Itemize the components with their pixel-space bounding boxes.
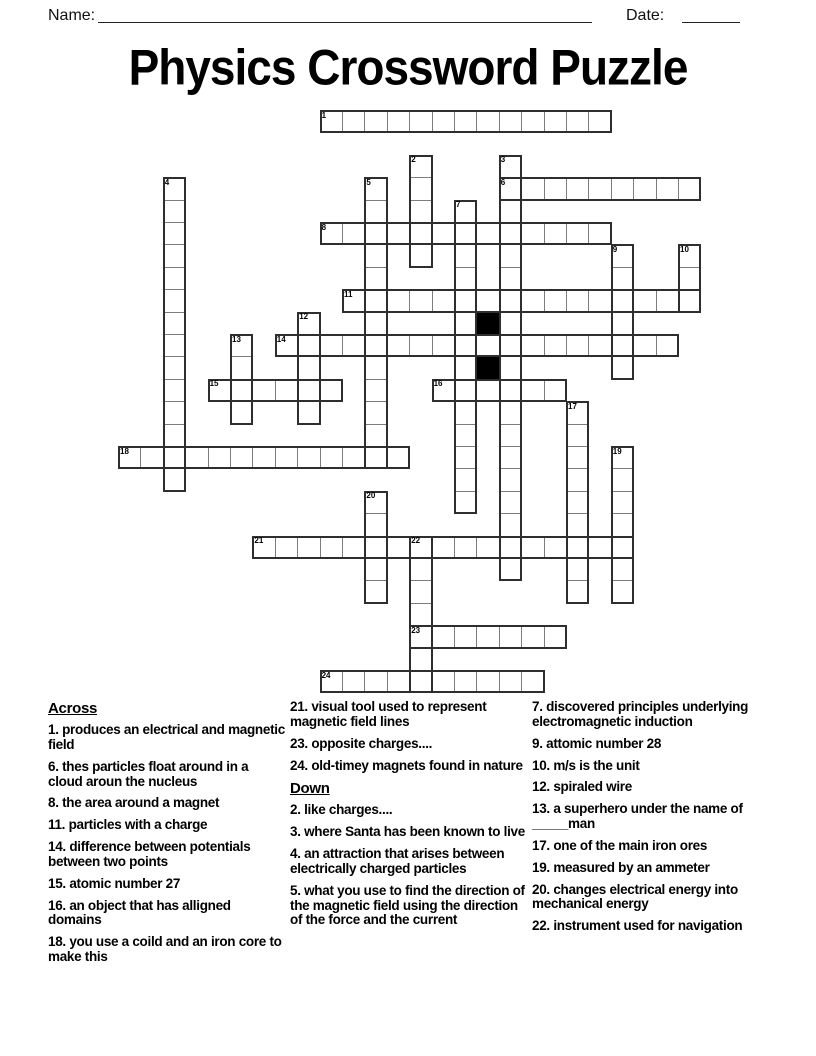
- grid-cell[interactable]: [476, 222, 499, 245]
- grid-cell[interactable]: [163, 334, 186, 357]
- grid-cell[interactable]: [364, 110, 387, 133]
- grid-cell[interactable]: [342, 289, 365, 312]
- grid-cell[interactable]: [409, 558, 432, 581]
- grid-cell[interactable]: [364, 379, 387, 402]
- grid-cell[interactable]: [297, 312, 320, 335]
- grid-cell[interactable]: [163, 401, 186, 424]
- grid-cell[interactable]: [409, 244, 432, 267]
- grid-cell[interactable]: [454, 424, 477, 447]
- cell-number: 13: [232, 334, 241, 344]
- cell-number: 7: [456, 200, 461, 210]
- grid-cell[interactable]: [208, 379, 231, 402]
- clue-item-2: 2. like charges....: [290, 802, 393, 818]
- grid-cell[interactable]: [409, 670, 432, 693]
- grid-cell[interactable]: [297, 401, 320, 424]
- grid-cell[interactable]: [364, 312, 387, 335]
- grid-cell[interactable]: [409, 289, 432, 312]
- grid-cell[interactable]: [454, 334, 477, 357]
- grid-cell[interactable]: [364, 580, 387, 603]
- grid-cell[interactable]: [163, 424, 186, 447]
- grid-cell[interactable]: [163, 312, 186, 335]
- cell-number: 14: [276, 334, 286, 344]
- grid-cell[interactable]: [611, 356, 634, 379]
- grid-cell[interactable]: [185, 446, 208, 469]
- grid-cell[interactable]: [544, 289, 567, 312]
- grid-cell[interactable]: [544, 379, 567, 402]
- clue-item-22: 22. instrument used for navigation: [532, 918, 743, 934]
- clue-item-17: 17. one of the main iron ores: [532, 837, 708, 853]
- clue-item-14: 14. difference between potentials between two points: [48, 839, 251, 869]
- grid-cell[interactable]: [611, 334, 634, 357]
- grid-cell[interactable]: [163, 177, 186, 200]
- cell-number: 9: [612, 244, 618, 254]
- grid-cell[interactable]: [387, 670, 410, 693]
- grid-cell[interactable]: [252, 446, 275, 469]
- grid-cell[interactable]: [611, 491, 634, 514]
- cell-number: 20: [366, 491, 376, 501]
- grid-cell[interactable]: [454, 312, 477, 335]
- grid-cell[interactable]: [499, 670, 522, 693]
- grid-cell[interactable]: [633, 334, 656, 357]
- cell-number: 22: [411, 536, 421, 546]
- grid-cell[interactable]: [566, 424, 589, 447]
- grid-cell[interactable]: [454, 222, 477, 245]
- clue-item-21: 21. visual tool used to represent magnetic field lines: [290, 699, 487, 729]
- grid-cell[interactable]: [409, 155, 432, 178]
- grid-cell[interactable]: [364, 222, 387, 245]
- grid-cell[interactable]: [275, 536, 298, 559]
- grid-cell[interactable]: [499, 468, 522, 491]
- grid-cell[interactable]: [521, 334, 544, 357]
- down-header: Down: [290, 780, 330, 798]
- grid-cell[interactable]: [432, 379, 455, 402]
- grid-cell[interactable]: [297, 334, 320, 357]
- grid-cell[interactable]: [499, 356, 522, 379]
- grid-cell[interactable]: [364, 334, 387, 357]
- crossword-grid: [118, 110, 702, 694]
- grid-cell[interactable]: [297, 536, 320, 559]
- grid-cell[interactable]: [499, 424, 522, 447]
- grid-cell[interactable]: [364, 446, 387, 469]
- grid-cell[interactable]: [454, 110, 477, 133]
- grid-cell[interactable]: [499, 558, 522, 581]
- grid-cell[interactable]: [678, 244, 701, 267]
- grid-cell[interactable]: [499, 536, 522, 559]
- grid-cell[interactable]: [364, 424, 387, 447]
- clue-item-1: 1. produces an electrical and magnetic field: [48, 722, 285, 752]
- grid-cell[interactable]: [521, 379, 544, 402]
- clue-item-20: 20. changes electrical energy into mechanical energy: [532, 881, 738, 912]
- grid-cell[interactable]: [364, 356, 387, 379]
- grid-cell[interactable]: [409, 222, 432, 245]
- grid-cell[interactable]: [297, 446, 320, 469]
- grid-cell[interactable]: [140, 446, 163, 469]
- grid-cell[interactable]: [454, 468, 477, 491]
- cell-number: 6: [500, 177, 506, 187]
- grid-cell[interactable]: [320, 446, 343, 469]
- grid-cell[interactable]: [499, 491, 522, 514]
- grid-cell[interactable]: [566, 513, 589, 536]
- grid-cell[interactable]: [499, 312, 522, 335]
- grid-cell[interactable]: [476, 670, 499, 693]
- clue-item-5: 5. what you use to find the direction of the magnetic field using the direction of the force and the current: [290, 882, 525, 928]
- grid-cell[interactable]: [432, 222, 455, 245]
- grid-cell[interactable]: [633, 289, 656, 312]
- name-blank-line[interactable]: [98, 4, 592, 23]
- cell-number: 2: [411, 155, 416, 165]
- grid-cell[interactable]: [678, 177, 701, 200]
- grid-cell[interactable]: [499, 222, 522, 245]
- grid-cell[interactable]: [275, 334, 298, 357]
- clue-item-7: 7. discovered principles underlying electromagnetic induction: [532, 699, 749, 729]
- clue-item-10: 10. m/s is the unit: [532, 757, 640, 773]
- grid-cell[interactable]: [342, 446, 365, 469]
- grid-cell[interactable]: [521, 110, 544, 133]
- grid-cell[interactable]: [364, 289, 387, 312]
- grid-cell[interactable]: [364, 244, 387, 267]
- grid-cell[interactable]: [409, 334, 432, 357]
- grid-cell[interactable]: [454, 446, 477, 469]
- clue-item-11: 11. particles with a charge: [48, 817, 208, 833]
- grid-cell[interactable]: [611, 468, 634, 491]
- clue-item-4: 4. an attraction that arises between electrically charged particles: [290, 846, 505, 876]
- cell-number: 17: [568, 401, 577, 411]
- grid-cell[interactable]: [163, 222, 186, 245]
- cell-number: 24: [321, 670, 331, 680]
- grid-cell[interactable]: [454, 289, 477, 312]
- grid-cell[interactable]: [499, 200, 522, 223]
- grid-cell[interactable]: [208, 446, 231, 469]
- cell-number: 16: [433, 379, 443, 389]
- grid-cell[interactable]: [387, 110, 410, 133]
- grid-cell[interactable]: [499, 625, 522, 648]
- grid-cell[interactable]: [387, 222, 410, 245]
- grid-cell[interactable]: [499, 334, 522, 357]
- grid-cell[interactable]: [387, 446, 410, 469]
- grid-cell[interactable]: [499, 155, 522, 178]
- grid-cell[interactable]: [432, 670, 455, 693]
- grid-cell[interactable]: [432, 625, 455, 648]
- cell-number: 21: [254, 536, 264, 546]
- grid-cell[interactable]: [163, 244, 186, 267]
- grid-cell[interactable]: [454, 356, 477, 379]
- grid-cell[interactable]: [633, 177, 656, 200]
- cell-number: 15: [209, 379, 219, 389]
- grid-cell[interactable]: [566, 334, 589, 357]
- cell-number: 12: [299, 312, 309, 322]
- grid-cell[interactable]: [499, 110, 522, 133]
- clue-item-6: 6. thes particles float around in a cloud aroun the nucleus: [48, 758, 249, 789]
- grid-cell[interactable]: [364, 558, 387, 581]
- grid-cell[interactable]: [566, 401, 589, 424]
- grid-cell[interactable]: [163, 446, 186, 469]
- grid-cell[interactable]: [544, 110, 567, 133]
- grid-cell[interactable]: [252, 536, 275, 559]
- grid-cell[interactable]: [566, 289, 589, 312]
- grid-cell[interactable]: [566, 580, 589, 603]
- grid-cell[interactable]: [566, 468, 589, 491]
- grid-cell[interactable]: [544, 177, 567, 200]
- grid-cell[interactable]: [297, 379, 320, 402]
- clue-column-down: [532, 700, 770, 941]
- grid-cell[interactable]: [163, 200, 186, 223]
- grid-cell[interactable]: [566, 222, 589, 245]
- grid-cell[interactable]: [476, 110, 499, 133]
- clue-column-middle: [290, 700, 528, 935]
- grid-cell[interactable]: [499, 446, 522, 469]
- grid-cell[interactable]: [611, 312, 634, 335]
- grid-cell[interactable]: [320, 334, 343, 357]
- grid-cell[interactable]: [476, 379, 499, 402]
- grid-cell[interactable]: [163, 267, 186, 290]
- clue-item-15: 15. atomic number 27: [48, 875, 181, 891]
- grid-cell[interactable]: [409, 580, 432, 603]
- grid-cell[interactable]: [364, 200, 387, 223]
- grid-cell[interactable]: [521, 670, 544, 693]
- grid-cell[interactable]: [387, 289, 410, 312]
- grid-cell[interactable]: [409, 603, 432, 626]
- grid-cell[interactable]: [409, 625, 432, 648]
- grid-cell[interactable]: [454, 536, 477, 559]
- cell-number: 19: [612, 446, 622, 456]
- grid-cell[interactable]: [364, 670, 387, 693]
- grid-cell[interactable]: [611, 558, 634, 581]
- grid-cell[interactable]: [297, 356, 320, 379]
- name-label: Name:: [48, 7, 96, 24]
- grid-cell[interactable]: [611, 536, 634, 559]
- grid-cell[interactable]: [230, 356, 253, 379]
- grid-cell[interactable]: [409, 200, 432, 223]
- grid-cell[interactable]: [588, 222, 611, 245]
- clue-item-8: 8. the area around a magnet: [48, 795, 220, 811]
- grid-cell[interactable]: [432, 536, 455, 559]
- grid-cell[interactable]: [566, 558, 589, 581]
- grid-cell[interactable]: [499, 177, 522, 200]
- grid-cell[interactable]: [342, 110, 365, 133]
- grid-cell[interactable]: [342, 670, 365, 693]
- grid-cell[interactable]: [454, 267, 477, 290]
- grid-cell[interactable]: [454, 379, 477, 402]
- grid-cell[interactable]: [432, 289, 455, 312]
- grid-cell[interactable]: [432, 110, 455, 133]
- grid-cell[interactable]: [566, 491, 589, 514]
- grid-cell[interactable]: [476, 625, 499, 648]
- cell-number: 11: [344, 289, 353, 299]
- grid-cell[interactable]: [320, 379, 343, 402]
- grid-cell[interactable]: [163, 289, 186, 312]
- grid-cell[interactable]: [342, 334, 365, 357]
- grid-cell[interactable]: [499, 513, 522, 536]
- grid-cell[interactable]: [588, 334, 611, 357]
- grid-cell[interactable]: [364, 536, 387, 559]
- grid-cell[interactable]: [678, 289, 701, 312]
- cell-number: 4: [164, 177, 170, 187]
- clue-item-16: 16. an object that has alligned domains: [48, 897, 231, 928]
- grid-cell[interactable]: [118, 446, 141, 469]
- grid-cell[interactable]: [230, 446, 253, 469]
- cell-number: 3: [500, 155, 506, 165]
- date-label: Date:: [626, 7, 665, 24]
- grid-cell[interactable]: [364, 491, 387, 514]
- grid-cell[interactable]: [364, 401, 387, 424]
- black-cell: [476, 356, 499, 379]
- grid-cell[interactable]: [521, 625, 544, 648]
- cell-number: 18: [120, 446, 129, 456]
- grid-cell[interactable]: [566, 110, 589, 133]
- grid-cell[interactable]: [499, 379, 522, 402]
- grid-cell[interactable]: [364, 177, 387, 200]
- grid-cell[interactable]: [387, 334, 410, 357]
- grid-cell[interactable]: [611, 244, 634, 267]
- clue-item-24: 24. old-timey magnets found in nature: [290, 757, 523, 773]
- grid-cell[interactable]: [499, 267, 522, 290]
- grid-cell[interactable]: [521, 289, 544, 312]
- grid-cell[interactable]: [320, 536, 343, 559]
- cell-number: 23: [411, 625, 421, 635]
- black-cell: [476, 312, 499, 335]
- grid-cell[interactable]: [320, 110, 343, 133]
- grid-cell[interactable]: [320, 222, 343, 245]
- across-header: Across: [48, 700, 98, 717]
- grid-cell[interactable]: [521, 536, 544, 559]
- grid-cell[interactable]: [521, 222, 544, 245]
- grid-cell[interactable]: [588, 110, 611, 133]
- grid-cell[interactable]: [611, 267, 634, 290]
- grid-cell[interactable]: [454, 670, 477, 693]
- cell-number: 1: [321, 110, 327, 120]
- grid-cell[interactable]: [320, 670, 343, 693]
- grid-cell[interactable]: [230, 401, 253, 424]
- grid-cell[interactable]: [454, 244, 477, 267]
- grid-cell[interactable]: [656, 334, 679, 357]
- grid-cell[interactable]: [499, 401, 522, 424]
- grid-cell[interactable]: [409, 110, 432, 133]
- grid-cell[interactable]: [230, 334, 253, 357]
- grid-cell[interactable]: [611, 446, 634, 469]
- grid-cell[interactable]: [163, 468, 186, 491]
- clue-item-12: 12. spiraled wire: [532, 779, 632, 795]
- grid-cell[interactable]: [409, 177, 432, 200]
- grid-cell[interactable]: [656, 177, 679, 200]
- grid-cell[interactable]: [387, 536, 410, 559]
- clue-item-9: 9. attomic number 28: [532, 735, 662, 751]
- grid-cell[interactable]: [588, 536, 611, 559]
- grid-cell[interactable]: [566, 536, 589, 559]
- grid-cell[interactable]: [252, 379, 275, 402]
- clue-item-18: 18. you use a coild and an iron core to make this: [48, 934, 282, 965]
- grid-cell[interactable]: [611, 513, 634, 536]
- grid-cell[interactable]: [656, 289, 679, 312]
- grid-cell[interactable]: [544, 222, 567, 245]
- grid-cell[interactable]: [275, 379, 298, 402]
- grid-cell[interactable]: [454, 491, 477, 514]
- grid-cell[interactable]: [342, 536, 365, 559]
- cell-number: 5: [366, 177, 371, 187]
- grid-cell[interactable]: [588, 177, 611, 200]
- grid-cell[interactable]: [521, 177, 544, 200]
- grid-cell[interactable]: [163, 379, 186, 402]
- grid-cell[interactable]: [611, 177, 634, 200]
- clue-item-23: 23. opposite charges....: [290, 735, 433, 751]
- page-title: Physics Crossword Puzzle: [128, 38, 688, 96]
- grid-cell[interactable]: [230, 379, 253, 402]
- clue-item-3: 3. where Santa has been known to live: [290, 824, 525, 840]
- grid-cell[interactable]: [611, 580, 634, 603]
- grid-cell[interactable]: [566, 446, 589, 469]
- grid-cell[interactable]: [476, 536, 499, 559]
- clue-item-19: 19. measured by an ammeter: [532, 859, 710, 875]
- grid-cell[interactable]: [342, 222, 365, 245]
- grid-cell[interactable]: [409, 536, 432, 559]
- date-blank-line[interactable]: [682, 4, 740, 23]
- grid-cell[interactable]: [454, 401, 477, 424]
- clue-column-across: [48, 700, 286, 972]
- grid-cell[interactable]: [611, 289, 634, 312]
- grid-cell[interactable]: [544, 625, 567, 648]
- grid-cell[interactable]: [275, 446, 298, 469]
- cell-number: 8: [321, 222, 327, 232]
- grid-cell[interactable]: [432, 334, 455, 357]
- clue-item-13: 13. a superhero under the name of _____man: [532, 801, 743, 832]
- grid-cell[interactable]: [678, 267, 701, 290]
- grid-cell[interactable]: [588, 289, 611, 312]
- grid-cell[interactable]: [476, 334, 499, 357]
- cell-number: 10: [680, 244, 689, 254]
- grid-cell[interactable]: [454, 625, 477, 648]
- grid-cell[interactable]: [566, 177, 589, 200]
- grid-cell[interactable]: [544, 334, 567, 357]
- grid-cell[interactable]: [476, 289, 499, 312]
- grid-cell[interactable]: [544, 536, 567, 559]
- grid-cell[interactable]: [499, 289, 522, 312]
- grid-cell[interactable]: [364, 513, 387, 536]
- grid-cell[interactable]: [454, 200, 477, 223]
- grid-cell[interactable]: [409, 648, 432, 671]
- grid-cell[interactable]: [499, 244, 522, 267]
- grid-cell[interactable]: [364, 267, 387, 290]
- grid-cell[interactable]: [163, 356, 186, 379]
